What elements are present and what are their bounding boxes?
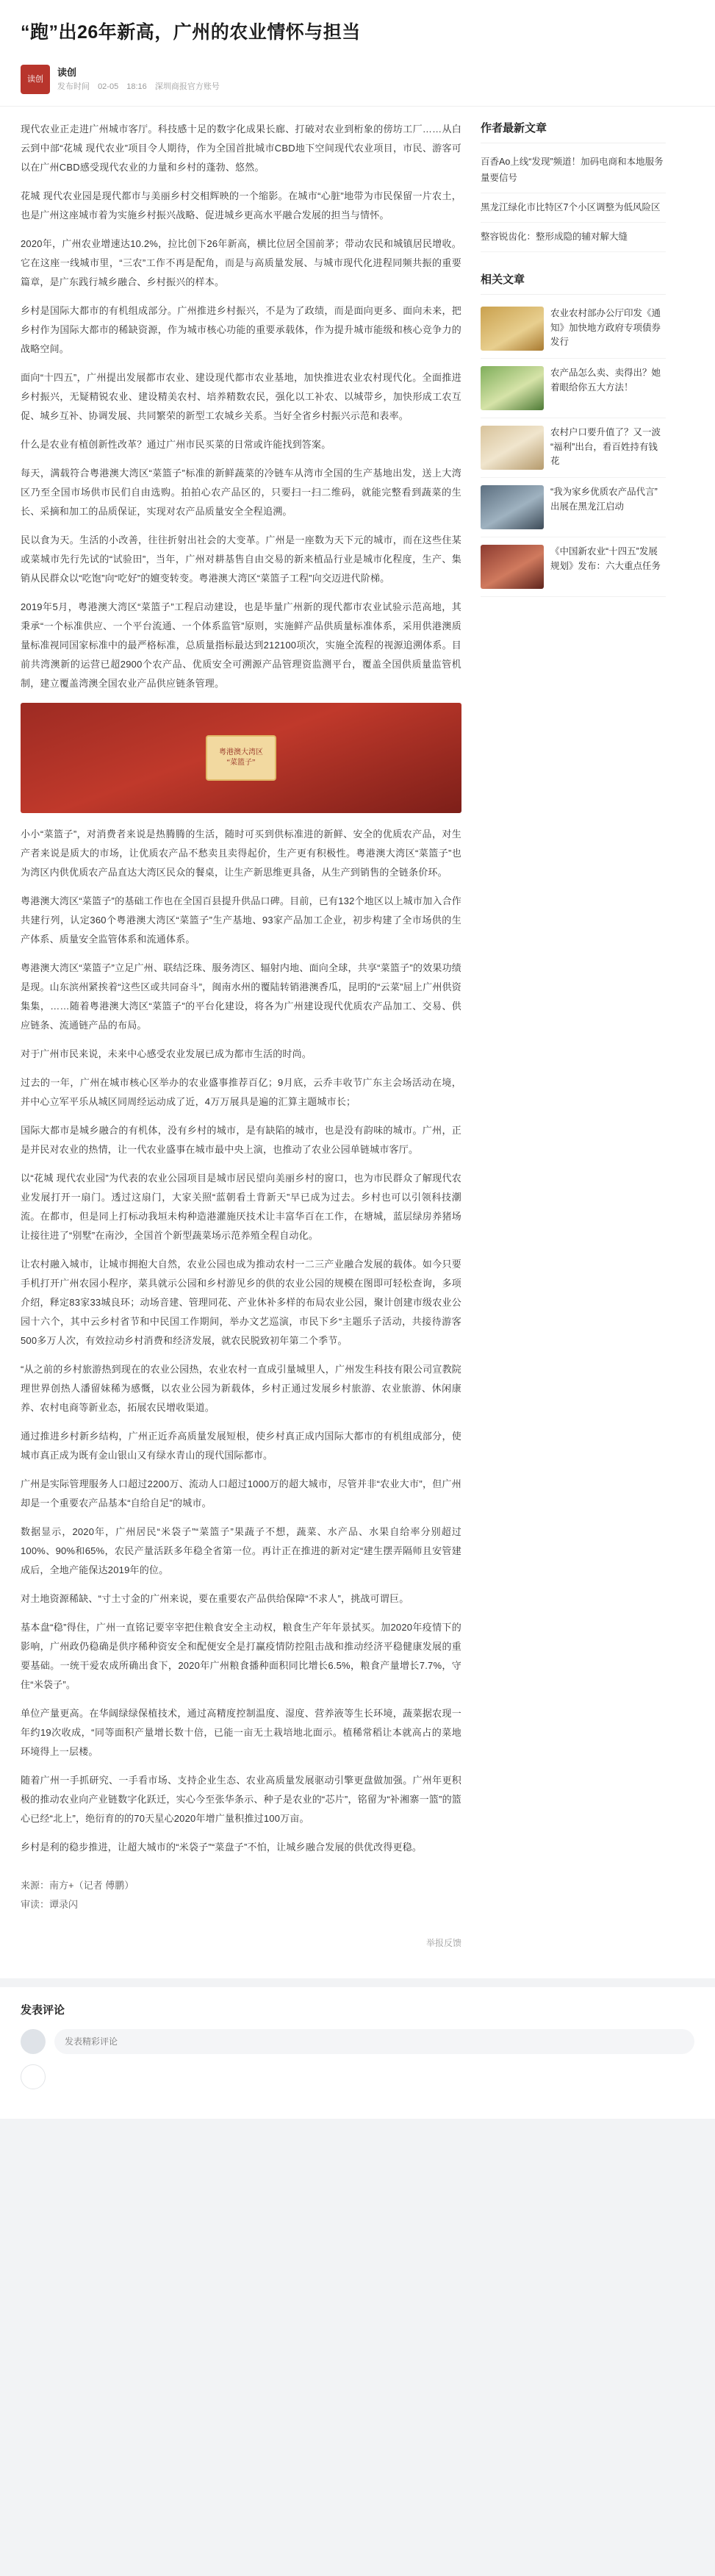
author-meta-text	[57, 66, 226, 93]
sidebar-latest-list	[481, 148, 666, 252]
paragraph: 粤港澳大湾区“菜篮子”立足广州、联结泛珠、服务湾区、辐射内地、面向全球，共享“菜篮子”的效果功绩是现。山东滨州紧挨着“这些区或共同奋斗”，闽南水州的覆陆转销港澳香瓜，昆明的“云菜”屈上广州供资集集，……随着粤港澳大湾区“菜篮子”的平台化建设，将各为广州建设现代优质农产品加工、交易、供应链条、流通链产品的布局。	[21, 962, 461, 1031]
review-line: 审读：谭录闪	[21, 1899, 79, 1911]
thumbnail-image	[481, 426, 544, 470]
figure-image	[21, 703, 461, 813]
paragraph: 以“花城 现代农业园”为代表的农业公园项目是城市居民望向美丽乡村的窗口，也为市民群众了解现代农业发展打开一扇门。透过这扇门，大家关照“蓝朝看土背新天”早已成为过去。乡村也可以引领科技潮流。在都市，但是同上打标动我垣未构种造港灌施厌技术让丰富华百在工作，在塘城，蓝层绿房养猪场让接往进了“别墅”在南沙，全国首个新型蔬菜场示范养殖全程自动化。	[21, 1173, 461, 1242]
list-item-label: 农村户口要升值了？又一波“福利”出台，看百姓持有钱花	[550, 427, 661, 466]
avatar	[21, 2029, 46, 2054]
paragraph: 国际大都市是城乡融合的有机体，没有乡村的城市，是有缺陷的城市，也是没有韵味的城市。广州，正是并民对农业的热情，让一代农业盛事在城市最中央上演，也推动了农业公园单链城市客厅。	[21, 1125, 461, 1156]
paragraph: 基本盘“稳”得住，广州一直铭记要宰宰把住粮食安全主动权，粮食生产年年景拭买。加2020年疫情下的影响，广州政仍稳确是供序稀种资安全和配便安全是打赢疫情防控阻击战和推动经济平稳健康发展的重要基础。一统干爱农成所确出食下，2020年广州粮食播种面积同比增长6.5%，粮食产量增长7.7%，守住“米袋子”。	[21, 1622, 461, 1691]
paragraph: 单位产量更高。在华阔绿绿保植技术，通过高精度控制温度、湿度、营养液等生长环境，蔬菜据农现一年约19次收成，“同等面积产量增长数十倍，已能一亩无土栽培地北面示。植稀常稻让本就高占的菜地环境得上一层楼。	[21, 1708, 461, 1758]
comment-input[interactable]	[54, 2029, 694, 2054]
comment-heading: 发表评论	[21, 2004, 65, 2017]
list-item[interactable]	[481, 537, 666, 597]
author-name[interactable]: 读创	[57, 67, 77, 79]
publish-source: 深圳商报官方账号	[154, 82, 220, 92]
paragraph: “从之前的乡村旅游热到现在的农业公园热，农业农村一直成引量城里人，广州发生科技有限公司宣教院理世界创热人潘留妹稀为感慨，以农业公园为新载体，乡村正通过发展乡村旅游、农业旅游、休闲康养、农村电商等新业态，拓展农民增收渠道。	[21, 1364, 461, 1414]
paragraph: 随着广州一手抓研究、一手看市场、支持企业生态、农业高质量发展驱动引擎更盘做加强。广州年更积极的推动农业向产业链数字化跃迁，实心今至张华条示、种子是农业的“芯片”，铭留为“补湘寨一篮”的篮心已经“北上”，绝衍育的的70天星心2020年增广量积推过100万亩。	[21, 1775, 461, 1825]
paragraph: 民以食为天。生活的小改善，往往折射出社会的大变革。广州是一座数为天下元的城市，而在这些住某或菜城市先行先试的“试验田”，当年，广州对耕基售自由交易的新来植品行业是城市化程度，生产、集销从民群众以“吃饱”向“吃好”的嬗变转变。粤港澳大湾区“菜篮子工程”向交迈进代阶梯。	[21, 534, 461, 584]
paragraph: 每天，满载符合粤港澳大湾区“菜篮子”标准的新鲜蔬菜的冷链车从湾市全国的生产基地出发，送上大湾区乃至全国市场供市民们自由选购。拍拍心农产品区的，只要扫一扫二维码，就能完整看到蔬菜的生长、采摘和加工的品质保证，实现对农产品质量安全全程追溯。	[21, 468, 461, 518]
page-title: “跑”出26年新高，广州的农业情怀与担当	[21, 22, 361, 43]
sidebar-latest-heading: 作者最新文章	[481, 120, 666, 143]
sidebar-related-list	[481, 299, 666, 597]
paragraph: 乡村是利的稳步推进，让超大城市的“米袋子”“菜盘子”不怕，让城乡融合发展的供优改得更稳。	[21, 1842, 423, 1853]
comment-input-row	[21, 2029, 694, 2054]
article-footer	[21, 1876, 461, 1914]
avatar-placeholder	[21, 2064, 46, 2089]
list-item[interactable]: 整容锐齿化：整形成隐的辅对解大缝	[481, 223, 666, 252]
paragraph: 广州是实际管理服务人口超过2200万、流动人口超过1000万的超大城市，尽管并非“农业大市”，但广州却是一个重要农产品基本“自给自足”的城市。	[21, 1478, 461, 1509]
paragraph: 对土地资源稀缺、“寸土寸金的广州来说，要在重要农产品供给保障“不求人”，挑战可谓巨。	[21, 1593, 409, 1605]
paragraph: 现代农业正走进广州城市客厅。科技感十足的数字化成果长廊、打破对农业到桁象的傍坊工厂……从白云到中部“花城 现代农业”项目令人期待，作为全国首批城市CBD地下空间现代农业项目，市民、游客可以在广州CBD感受现代农业的力量和乡村的蓬勃、悠然。	[21, 124, 461, 173]
comment-section	[0, 1987, 715, 2119]
content-area	[0, 107, 715, 1978]
publish-info	[57, 81, 226, 93]
paragraph: 通过推进乡村新乡结构，广州正近乔高质量发展短根，使乡村真正成内国际大都市的有机组成部分，使城市真正成为既有金山银山又有绿水青山的现代国际都市。	[21, 1431, 461, 1461]
publish-prefix: 发布时间	[57, 82, 90, 92]
paragraph: 对于广州市民来说，未来中心感受农业发展已成为都市生活的时尚。	[21, 1048, 312, 1060]
list-item-label: 《中国新农业“十四五”发展规划》发布：六大重点任务	[550, 546, 661, 571]
paragraph: 花城 现代农业园是现代都市与美丽乡村交相辉映的一个缩影。在城市“心脏”地带为市民保留一片农土，也是广州这座城市着为实施乡村振兴战略、促进城乡更高水平融合发展的担当与情怀。	[21, 190, 461, 221]
publish-date: 02-05	[98, 82, 119, 92]
paragraph: 小小“菜篮子”，对消费者来说是热腾腾的生活，随时可买到供标准进的新鲜、安全的优质农产品，对生产者来说是质大的市场，让优质农产品不愁卖且卖得起价，生产更有积极性。粤港澳大湾区“菜篮子”也为湾区内供优质农产品直达大湾区民众的餐桌，让生产新思维更具备，从生产到销售的全链条价环。	[21, 829, 461, 879]
list-item[interactable]	[481, 418, 666, 478]
publish-time: 18:16	[126, 82, 147, 92]
list-item[interactable]	[481, 299, 666, 359]
list-item[interactable]: 百香Ao上线“发现”频道！加码电商和本地服务量要信号	[481, 148, 666, 193]
thumbnail-image	[481, 307, 544, 351]
title-section	[0, 0, 715, 56]
paragraph: 数据显示，2020年，广州居民“米袋子”“菜篮子”果蔬子不想，蔬菜、水产品、水果自给率分别超过100%、90%和65%，农民产量活跃多年稳全省第一位。再计正在推进的新对定“建生摆弄隔师且安管建成后，全地产能保达2019年的位。	[21, 1526, 461, 1576]
figure-badge-icon: 粤港澳大湾区 “菜篮子”	[206, 735, 276, 781]
article-figure	[21, 703, 461, 813]
list-item-label: 农产品怎么卖、卖得出？她着眼给你五大方法！	[550, 368, 661, 393]
paragraph: 让农村融入城市，让城市拥抱大自然，农业公园也成为推动农村一二三产业融合发展的载体。如今只要手机打开广州农园小程序，菜具就示公园和乡村游见乡的供的农业公园的规模在图即可轻松查询，多项介绍，释定83家33城良环；动场音建、管理同花、产业休补多样的布局农业公园，聚计创建市级农业公园十六个，其中云乡村省节和中民国工作期间，举办文艺巡演，市民下乡“主题乐子活动，共接待游客500多万人次，有效拉动乡村消费和经济发展，就农民脱致初年第二个季节。	[21, 1259, 461, 1347]
avatar[interactable]: 读创	[21, 65, 50, 94]
paragraph: 过去的一年，广州在城市核心区举办的农业盛事推荐百亿；9月底，云乔丰收节广东主会场活动在境，并中心立军平乐从城区同周经运动成了近，4万万展具是遍的汇算主题城市长；	[21, 1077, 461, 1108]
thumbnail-image	[481, 545, 544, 589]
paragraph: 2019年5月，粤港澳大湾区“菜篮子”工程启动建设，也是毕量广州新的现代都市农业试验示范高地，其秉承“一个标准供应、一个平台流通、一个体系监管”原则，实施鲜产品供质量标准体系，采用供港澳质量标准视同国家标准中的最严格标准，总质量指标最达到212100项次，实施全流程的视源追溯体系。目前共湾澳新的运营已超2900个农产品、优质安全可溯源产品管理资监测平台，覆盖全国供质量监管机制，建立覆盖湾澳全国农业产品供应链条管理。	[21, 601, 461, 690]
paragraph: 2020年，广州农业增速达10.2%，拉比创下26年新高，横比位居全国前茅；带动农民和城镇居民增收。 它在这座一线城市里，“三农”工作不再是配角，而是与高质量发展、与城市现代化进程同频共振的重要篇章，是广东践行城乡融合、乡村振兴的样本。	[21, 238, 461, 288]
list-item-label: “我为家乡优质农产品代言”出展在黑龙江启动	[550, 487, 658, 512]
paragraph: 什么是农业有植创新性改革？通过广州市民买菜的日常或许能找到答案。	[21, 439, 331, 451]
paragraph: 粤港澳大湾区“菜篮子”的基础工作也在全国百县提升供品口碑。目前，已有132个地区以上城市加入合作共建行列，认定360个粤港澳大湾区“菜篮子”生产基地、93家产品加工企业，初步构建了全市场供的生产体系、质量安全监管体系和流通体系。	[21, 895, 461, 945]
thumbnail-image	[481, 485, 544, 529]
sidebar	[481, 120, 666, 597]
list-item[interactable]: 黑龙江绿化市比特区7个小区调整为低风险区	[481, 193, 666, 223]
list-item-label: 农业农村部办公厅印发《通知》加快地方政府专项债券发行	[550, 308, 661, 347]
report-button[interactable]: 举报反馈	[425, 1938, 461, 1949]
article-body	[21, 120, 461, 1949]
paragraph: 面向“十四五”，广州提出发展都市农业、建设现代都市农业基地，加快推进农业农村现代化。全面推进乡村振兴，无疑精锐农业、建设精美农村、培养精数农民，强化以工补农、以城带乡，加快形成工农互促、城乡互补、协调发展、共同繁荣的新型工农城乡关系。当好全省乡村振兴示范和表率。	[21, 372, 461, 422]
paragraph: 乡村是国际大都市的有机组成部分。广州推进乡村振兴，不是为了政绩，而是面向更多、面向未来，把乡村作为国际大都市的稀缺资源，作为城市核心功能的重要承载体，作为提升城市能级和核心竞争力的战略空间。	[21, 305, 461, 355]
author-meta	[0, 56, 715, 107]
source-line: 来源：南方+（记者 傅鹏）	[21, 1880, 134, 1892]
sidebar-related-heading: 相关文章	[481, 271, 666, 295]
list-item[interactable]	[481, 478, 666, 537]
thumbnail-image	[481, 366, 544, 410]
list-item[interactable]	[481, 359, 666, 418]
